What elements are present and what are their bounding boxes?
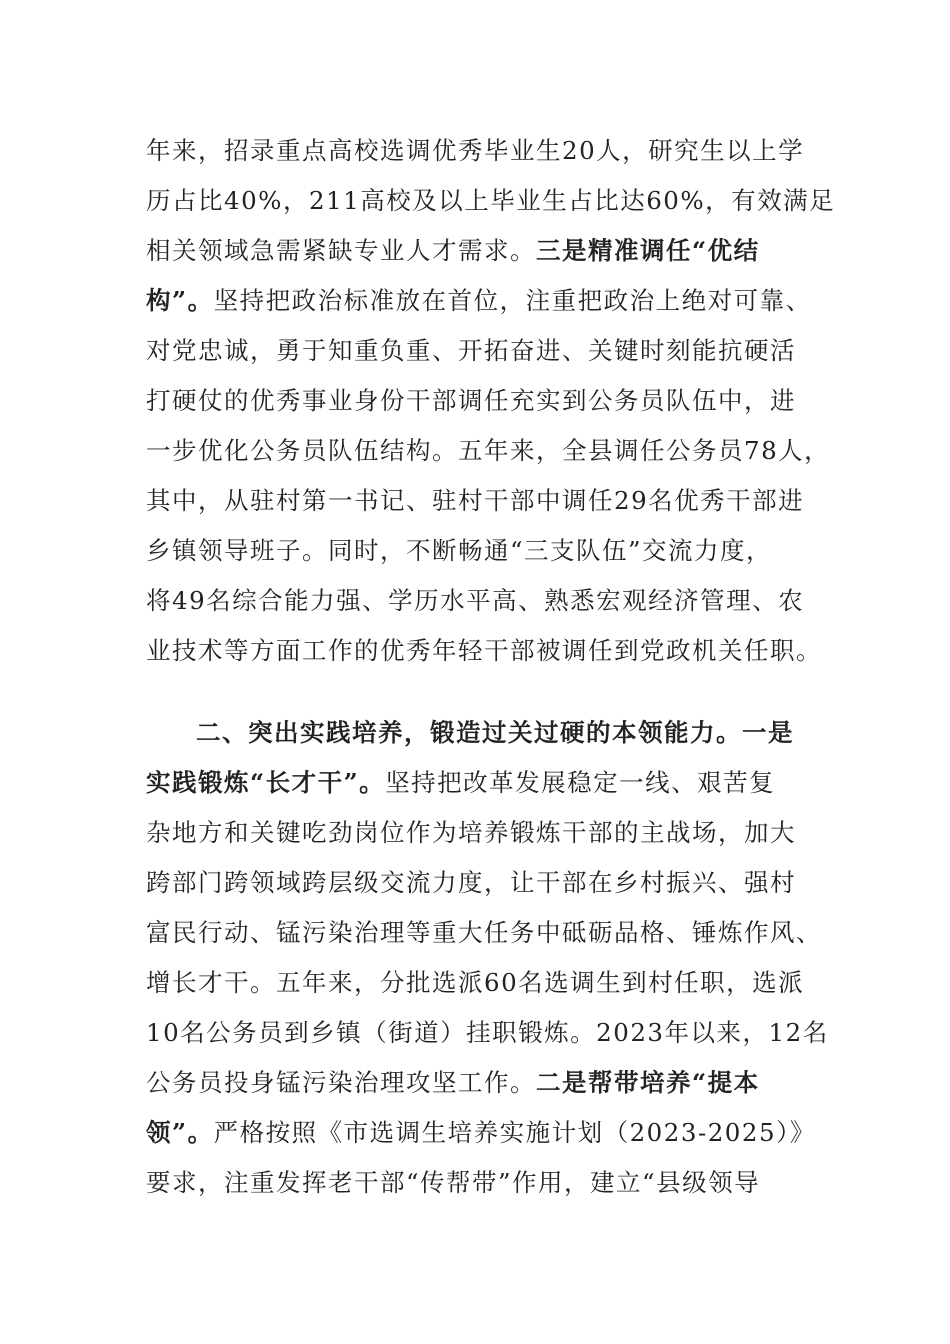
text-line: [146, 585, 804, 617]
text-run: 公务员投身锰污染治理攻坚工作。: [146, 1068, 536, 1097]
text-line: [146, 385, 796, 417]
bold-run: 领”。: [146, 1118, 214, 1147]
text-run: 业技术等方面工作的优秀年轻干部被调任到党政机关任职。: [146, 636, 822, 665]
text-line: [146, 435, 830, 467]
text-run: 相关领域急需紧缺专业人才需求。: [146, 236, 536, 265]
text-line: [146, 1067, 760, 1099]
text-line: [146, 485, 804, 517]
text-line: [146, 285, 812, 317]
text-run: 坚持把改革发展稳定一线、艰苦复: [385, 768, 776, 797]
bold-run: 三是精准调任“优结: [536, 236, 760, 265]
text-run: 坚持把政治标准放在首位，注重把政治上绝对可靠、: [213, 286, 812, 315]
text-run: 打硬仗的优秀事业身份干部调任充实到公务员队伍中，进: [146, 386, 796, 415]
text-run: 富民行动、锰污染治理等重大任务中砥砺品格、锤炼作风、: [146, 918, 822, 947]
text-line: [146, 967, 804, 999]
bold-run: 实践锻炼“长才干”。: [146, 768, 386, 797]
text-line: [146, 185, 835, 217]
text-run: 一步优化公务员队伍结构。五年来，全县调任公务员78人，: [146, 436, 831, 465]
text-line: [146, 1017, 829, 1049]
text-run: 要求，注重发挥老干部“传帮带”作用，建立“县级领导: [146, 1168, 761, 1197]
text-line: [146, 917, 822, 949]
text-line: [146, 867, 796, 899]
text-run: 年来，招录重点高校选调优秀毕业生20人，研究生以上学: [146, 136, 805, 165]
text-run: 对党忠诚，勇于知重负重、开拓奋进、关键时刻能抗硬活: [146, 336, 796, 365]
text-line: [146, 817, 796, 849]
bold-run: 二是帮带培养“提本: [536, 1068, 760, 1097]
text-run: 杂地方和关键吃劲岗位作为培养锻炼干部的主战场，加大: [146, 818, 796, 847]
bold-run: 二、突出实践培养，锻造过关过硬的本领能力。一是: [196, 718, 794, 747]
text-run: 增长才干。五年来，分批选派60名选调生到村任职，选派: [146, 968, 805, 997]
text-run: 严格按照《市选调生培养实施计划（2023-2025）》: [213, 1118, 816, 1147]
text-run: 乡镇领导班子。同时，不断畅通“三支队伍”交流力度，: [146, 536, 773, 565]
bold-run: 构”。: [146, 286, 214, 315]
text-run: 历占比40%，211高校及以上毕业生占比达60%，有效满足: [146, 186, 836, 215]
text-line: [146, 1167, 760, 1199]
text-line: [146, 535, 772, 567]
text-line: [146, 135, 804, 167]
section-heading-line: [196, 717, 794, 749]
text-line: [146, 235, 760, 267]
text-line: [146, 335, 796, 367]
text-line: [146, 1117, 816, 1149]
text-line: [146, 635, 822, 667]
text-run: 其中，从驻村第一书记、驻村干部中调任29名优秀干部进: [146, 486, 805, 515]
text-line: [146, 767, 775, 799]
text-run: 跨部门跨领域跨层级交流力度，让干部在乡村振兴、强村: [146, 868, 796, 897]
text-run: 将49名综合能力强、学历水平高、熟悉宏观经济管理、农: [146, 586, 805, 615]
text-run: 10名公务员到乡镇（街道）挂职锻炼。2023年以来，12名: [146, 1018, 829, 1047]
